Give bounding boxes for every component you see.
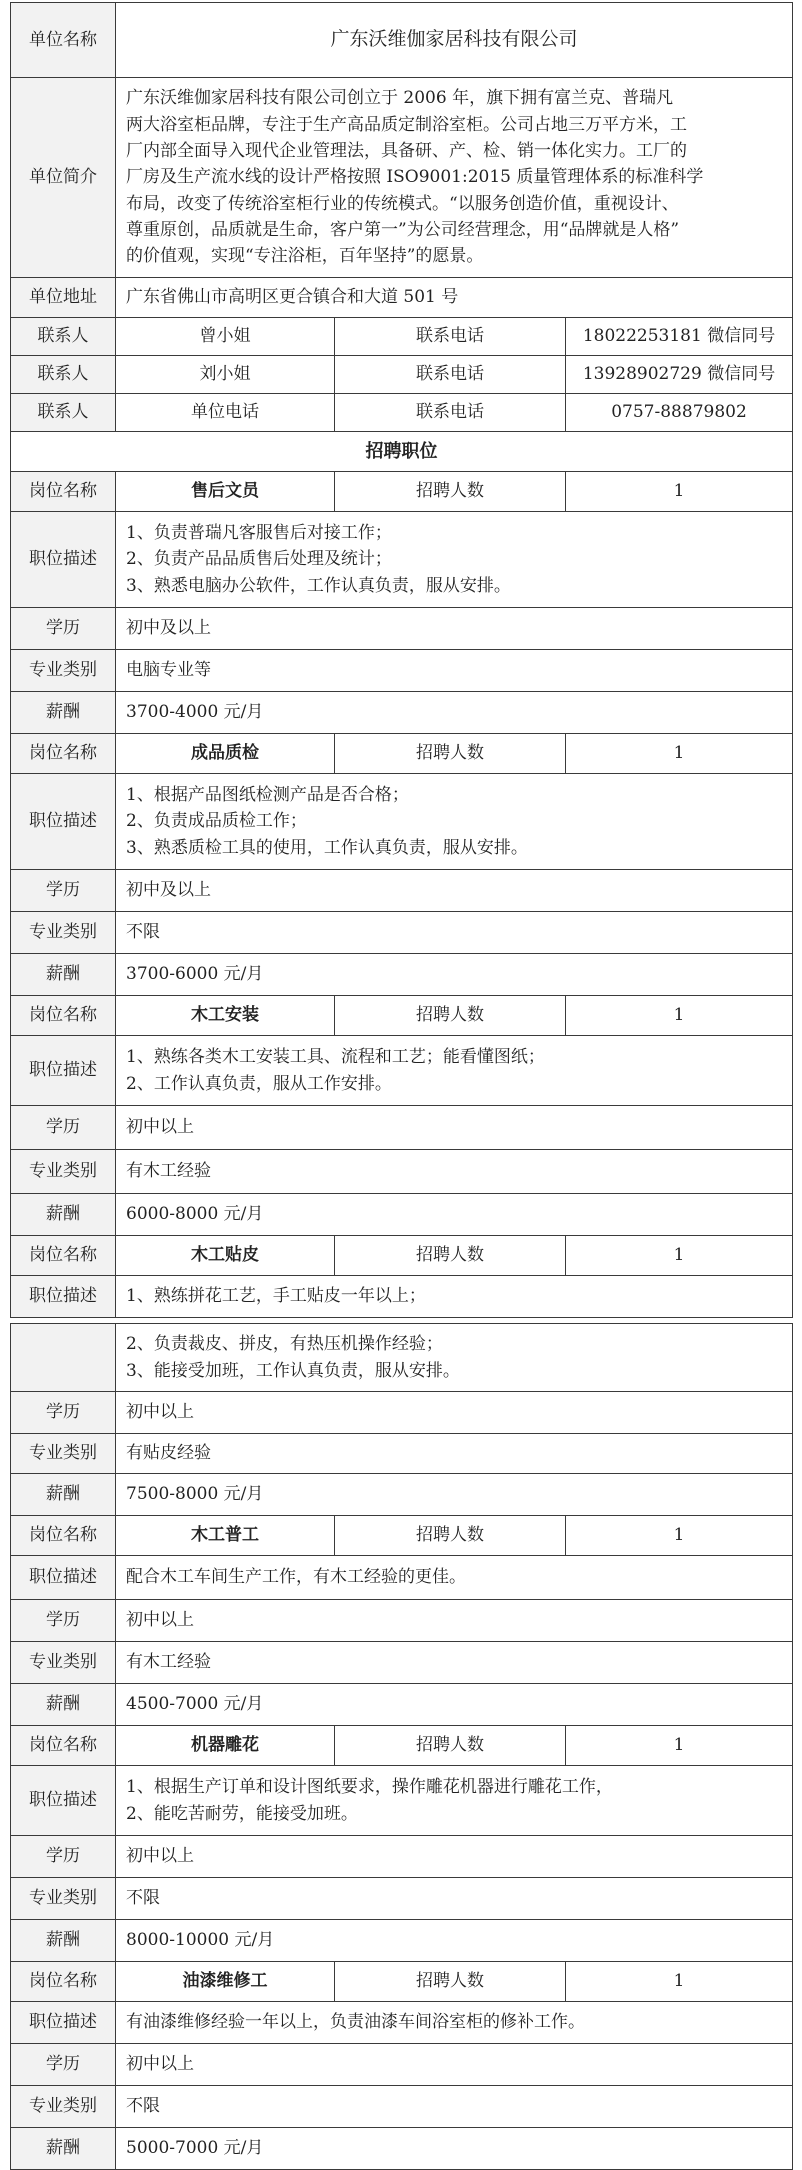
recruitment-table-1 (10, 2, 793, 1318)
job-header-row (11, 1516, 793, 1556)
job-salary-row (11, 1684, 793, 1726)
section-title: 招聘职位 (11, 432, 793, 472)
salary-label: 薪酬 (11, 1194, 116, 1236)
contact-name: 刘小姐 (116, 356, 335, 394)
job-salary-row (11, 692, 793, 734)
recruitment-sheet-part-2 (10, 1323, 792, 2170)
job-major: 不限 (116, 2086, 793, 2128)
job-salary-row (11, 1194, 793, 1236)
job-edu: 初中以上 (116, 1600, 793, 1642)
job-major-row (11, 1150, 793, 1194)
job-count: 1 (566, 734, 793, 774)
count-label: 招聘人数 (335, 1962, 566, 2002)
job-header-row (11, 472, 793, 512)
job-edu-row (11, 2044, 793, 2086)
count-label: 招聘人数 (335, 1726, 566, 1766)
desc-line: 3、熟悉电脑办公软件，工作认真负责，服从安排。 (126, 575, 511, 596)
contact-label: 联系人 (11, 394, 116, 432)
job-salary: 7500-8000 元/月 (116, 1474, 793, 1516)
job-major: 有贴皮经验 (116, 1434, 793, 1474)
intro-line: 布局，改变了传统浴室柜行业的传统模式。“以服务创造价值，重视设计、 (126, 193, 679, 214)
contact-phone-label: 联系电话 (335, 394, 566, 432)
job-edu: 初中及以上 (116, 870, 793, 912)
contact-phone: 13928902729 微信同号 (566, 356, 793, 394)
job-header-row (11, 996, 793, 1036)
desc-cont-label (11, 1324, 116, 1392)
desc-line: 1、根据产品图纸检测产品是否合格； (126, 784, 409, 805)
job-header-row (11, 1236, 793, 1276)
job-edu-row (11, 1392, 793, 1434)
desc-line: 2、能吃苦耐劳，能接受加班。 (126, 1803, 358, 1824)
job-edu: 初中以上 (116, 1106, 793, 1150)
edu-label: 学历 (11, 1392, 116, 1434)
job-desc (116, 1766, 793, 1836)
job-count: 1 (566, 1516, 793, 1556)
contact-phone: 0757-88879802 (566, 394, 793, 432)
job-edu-row (11, 608, 793, 650)
company-intro-label: 单位简介 (11, 78, 116, 278)
company-name: 广东沃维伽家居科技有限公司 (116, 3, 793, 78)
job-salary: 3700-6000 元/月 (116, 954, 793, 996)
job-salary: 8000-10000 元/月 (116, 1920, 793, 1962)
desc-line: 有油漆维修经验一年以上，负责油漆车间浴室柜的修补工作。 (126, 2012, 585, 2033)
intro-line: 尊重原创，品质就是生命，客户第一”为公司经营理念，用“品牌就是人格” (126, 220, 680, 241)
job-desc (116, 512, 793, 608)
salary-label: 薪酬 (11, 1474, 116, 1516)
job-desc-row (11, 1276, 793, 1318)
job-edu-row (11, 1836, 793, 1878)
contact-phone-label: 联系电话 (335, 356, 566, 394)
job-desc-cont-row (11, 1324, 793, 1392)
intro-line: 的价值观，实现“专注浴柜，百年坚持”的愿景。 (126, 246, 484, 267)
company-address-row (11, 278, 793, 318)
major-label: 专业类别 (11, 650, 116, 692)
contact-phone-label: 联系电话 (335, 318, 566, 356)
job-major-row (11, 1642, 793, 1684)
desc-label: 职位描述 (11, 2002, 116, 2044)
recruitment-table-2 (10, 1323, 793, 2170)
company-name-row (11, 3, 793, 78)
job-major-row (11, 2086, 793, 2128)
desc-line: 2、工作认真负责，服从工作安排。 (126, 1073, 392, 1094)
edu-label: 学历 (11, 608, 116, 650)
intro-line: 厂房及生产流水线的设计严格按照 ISO9001:2015 质量管理体系的标准科学 (126, 167, 704, 188)
major-label: 专业类别 (11, 912, 116, 954)
job-desc (116, 1556, 793, 1600)
job-edu: 初中以上 (116, 2044, 793, 2086)
intro-line: 两大浴室柜品牌，专注于生产高品质定制浴室柜。公司占地三万平方米，工 (126, 114, 687, 135)
company-address: 广东省佛山市高明区更合镇合和大道 501 号 (116, 278, 793, 318)
job-desc (116, 1276, 793, 1318)
job-edu: 初中以上 (116, 1836, 793, 1878)
job-header-row (11, 734, 793, 774)
job-name: 木工贴皮 (116, 1236, 335, 1276)
job-name: 木工安装 (116, 996, 335, 1036)
position-label: 岗位名称 (11, 1726, 116, 1766)
job-desc-cont (116, 1324, 793, 1392)
recruitment-sheet-part-1 (10, 2, 792, 1318)
job-major-row (11, 650, 793, 692)
salary-label: 薪酬 (11, 2128, 116, 2170)
major-label: 专业类别 (11, 1150, 116, 1194)
job-desc-row (11, 1556, 793, 1600)
contact-row (11, 394, 793, 432)
position-label: 岗位名称 (11, 996, 116, 1036)
count-label: 招聘人数 (335, 1516, 566, 1556)
contact-label: 联系人 (11, 318, 116, 356)
major-label: 专业类别 (11, 1642, 116, 1684)
job-salary-row (11, 954, 793, 996)
job-name: 售后文员 (116, 472, 335, 512)
desc-label: 职位描述 (11, 1556, 116, 1600)
job-desc (116, 2002, 793, 2044)
desc-label: 职位描述 (11, 1036, 116, 1106)
desc-line: 2、负责裁皮、拼皮，有热压机操作经验； (126, 1334, 443, 1355)
desc-line: 1、根据生产订单和设计图纸要求，操作雕花机器进行雕花工作， (126, 1777, 613, 1798)
job-count: 1 (566, 996, 793, 1036)
job-salary: 4500-7000 元/月 (116, 1684, 793, 1726)
contact-row (11, 356, 793, 394)
contact-row (11, 318, 793, 356)
intro-line: 广东沃维伽家居科技有限公司创立于 2006 年，旗下拥有富兰克、普瑞凡 (126, 88, 674, 109)
job-major: 电脑专业等 (116, 650, 793, 692)
job-major-row (11, 912, 793, 954)
job-edu-row (11, 870, 793, 912)
job-major: 有木工经验 (116, 1642, 793, 1684)
salary-label: 薪酬 (11, 692, 116, 734)
desc-line: 3、能接受加班，工作认真负责，服从安排。 (126, 1360, 460, 1381)
job-major: 不限 (116, 1878, 793, 1920)
job-desc-row (11, 2002, 793, 2044)
job-header-row (11, 1726, 793, 1766)
job-edu-row (11, 1106, 793, 1150)
major-label: 专业类别 (11, 1878, 116, 1920)
major-label: 专业类别 (11, 1434, 116, 1474)
salary-label: 薪酬 (11, 1920, 116, 1962)
job-edu: 初中及以上 (116, 608, 793, 650)
job-desc-row (11, 774, 793, 870)
section-title-row (11, 432, 793, 472)
contact-label: 联系人 (11, 356, 116, 394)
major-label: 专业类别 (11, 2086, 116, 2128)
job-major: 不限 (116, 912, 793, 954)
edu-label: 学历 (11, 870, 116, 912)
desc-line: 3、熟悉质检工具的使用，工作认真负责，服从安排。 (126, 837, 528, 858)
job-salary: 6000-8000 元/月 (116, 1194, 793, 1236)
job-count: 1 (566, 1726, 793, 1766)
job-salary-row (11, 2128, 793, 2170)
job-salary: 5000-7000 元/月 (116, 2128, 793, 2170)
position-label: 岗位名称 (11, 472, 116, 512)
job-salary: 3700-4000 元/月 (116, 692, 793, 734)
salary-label: 薪酬 (11, 1684, 116, 1726)
edu-label: 学历 (11, 1106, 116, 1150)
job-desc (116, 774, 793, 870)
desc-label: 职位描述 (11, 1276, 116, 1318)
job-major-row (11, 1878, 793, 1920)
company-name-label: 单位名称 (11, 3, 116, 78)
desc-label: 职位描述 (11, 512, 116, 608)
job-edu-row (11, 1600, 793, 1642)
job-count: 1 (566, 1236, 793, 1276)
contact-name: 曾小姐 (116, 318, 335, 356)
position-label: 岗位名称 (11, 1962, 116, 2002)
count-label: 招聘人数 (335, 1236, 566, 1276)
desc-line: 2、负责产品品质售后处理及统计； (126, 549, 392, 570)
contact-phone: 18022253181 微信同号 (566, 318, 793, 356)
company-intro-row (11, 78, 793, 278)
job-major: 有木工经验 (116, 1150, 793, 1194)
company-intro (116, 78, 793, 278)
desc-line: 1、熟练拼花工艺，手工贴皮一年以上； (126, 1286, 426, 1307)
job-name: 成品质检 (116, 734, 335, 774)
job-name: 油漆维修工 (116, 1962, 335, 2002)
desc-line: 配合木工车间生产工作，有木工经验的更佳。 (126, 1567, 466, 1588)
desc-line: 1、负责普瑞凡客服售后对接工作； (126, 522, 392, 543)
edu-label: 学历 (11, 2044, 116, 2086)
job-desc (116, 1036, 793, 1106)
company-address-label: 单位地址 (11, 278, 116, 318)
job-desc-row (11, 1766, 793, 1836)
job-edu: 初中以上 (116, 1392, 793, 1434)
desc-line: 2、负责成品质检工作； (126, 811, 307, 832)
desc-label: 职位描述 (11, 774, 116, 870)
count-label: 招聘人数 (335, 472, 566, 512)
desc-label: 职位描述 (11, 1766, 116, 1836)
edu-label: 学历 (11, 1600, 116, 1642)
job-major-row (11, 1434, 793, 1474)
job-header-row (11, 1962, 793, 2002)
job-salary-row (11, 1920, 793, 1962)
count-label: 招聘人数 (335, 996, 566, 1036)
position-label: 岗位名称 (11, 1236, 116, 1276)
count-label: 招聘人数 (335, 734, 566, 774)
intro-line: 厂内部全面导入现代企业管理法，具备研、产、检、销一体化实力。工厂的 (126, 140, 687, 161)
desc-line: 1、熟练各类木工安装工具、流程和工艺；能看懂图纸； (126, 1047, 545, 1068)
job-desc-row (11, 512, 793, 608)
position-label: 岗位名称 (11, 734, 116, 774)
job-count: 1 (566, 1962, 793, 2002)
salary-label: 薪酬 (11, 954, 116, 996)
job-count: 1 (566, 472, 793, 512)
position-label: 岗位名称 (11, 1516, 116, 1556)
job-name: 机器雕花 (116, 1726, 335, 1766)
job-salary-row (11, 1474, 793, 1516)
job-name: 木工普工 (116, 1516, 335, 1556)
contact-name: 单位电话 (116, 394, 335, 432)
edu-label: 学历 (11, 1836, 116, 1878)
job-desc-row (11, 1036, 793, 1106)
